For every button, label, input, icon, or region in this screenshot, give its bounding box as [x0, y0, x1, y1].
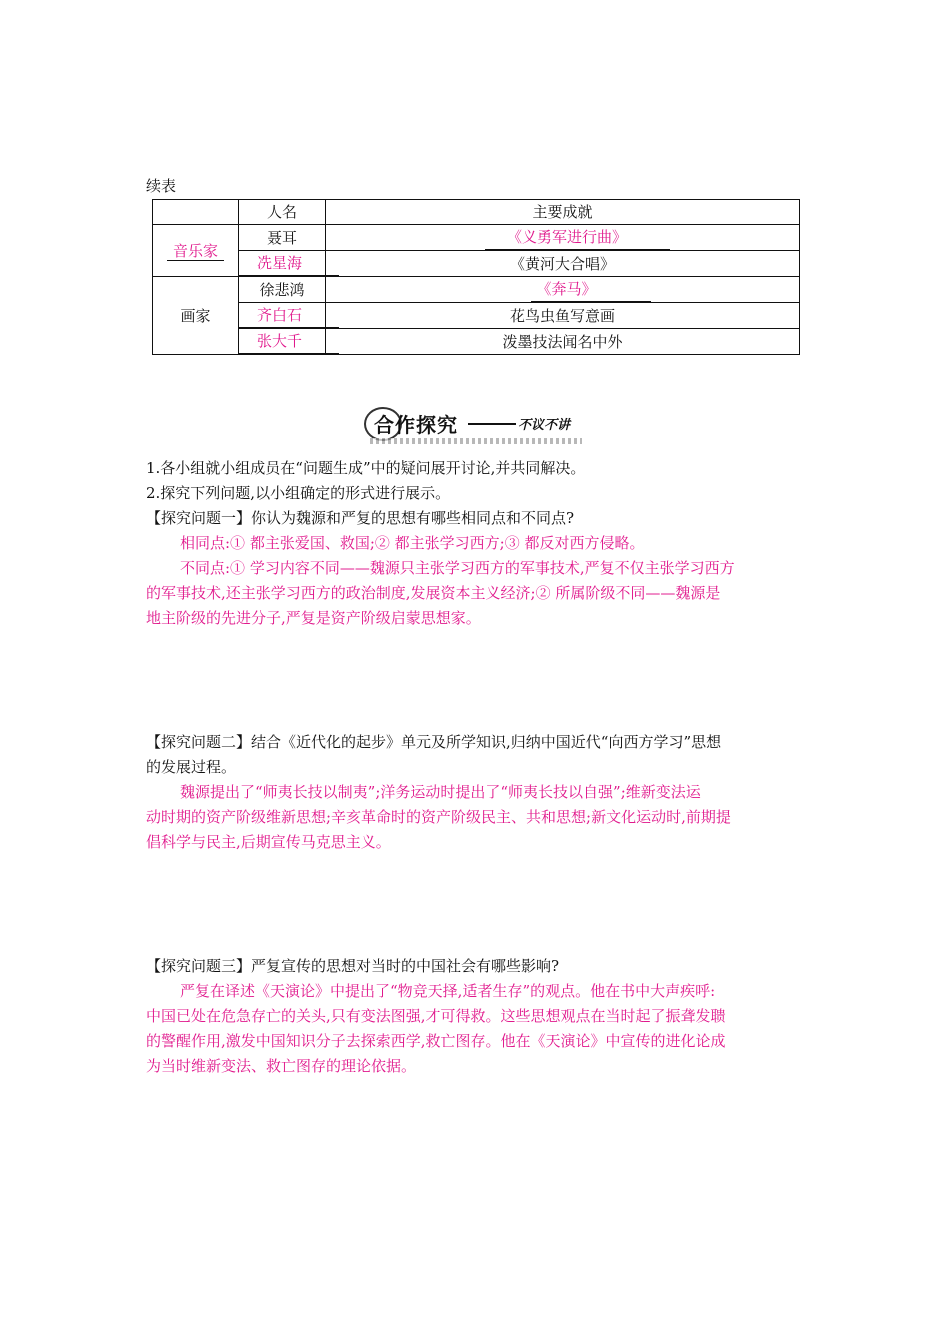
achievement-blank	[531, 277, 651, 302]
question-three-answer: 的警醒作用,激发中国知识分子去探索西学,救亡图存。他在《天演论》中宣传的进化论成	[146, 1032, 726, 1050]
achievement-cell	[326, 225, 800, 251]
question-two-answer: 魏源提出了“师夷长技以制夷”;洋务运动时提出了“师夷长技以自强”;维新变法运	[180, 783, 701, 801]
section-banner	[360, 404, 590, 442]
intro-line: 1.各小组就小组成员在“问题生成”中的疑问展开讨论,并共同解决。	[146, 459, 586, 477]
person-name-cell	[239, 303, 326, 329]
table-row	[153, 251, 800, 277]
achievement-blank	[485, 225, 670, 250]
banner-dash	[468, 423, 516, 425]
question-one-answer: 相同点:① 都主张爱国、救国;② 都主张学习西方;③ 都反对西方侵略。	[180, 534, 645, 552]
category-musician-answer: 音乐家	[167, 242, 224, 261]
achievement-text: 花鸟虫鱼写意画	[326, 303, 800, 329]
section-subtitle: 不议不讲	[518, 418, 571, 433]
question-three-answer: 严复在译述《天演论》中提出了“物竞天择,适者生存”的观点。他在书中大声疾呼:	[180, 982, 716, 1000]
question-one-answer: 地主阶级的先进分子,严复是资产阶级启蒙思想家。	[146, 609, 481, 627]
banner-chevron-decoration	[370, 438, 582, 444]
person-name-answer: 齐白石	[239, 303, 339, 328]
table-row	[153, 225, 800, 251]
person-name-answer: 冼星海	[239, 251, 339, 276]
intro-line: 2.探究下列问题,以小组确定的形式进行展示。	[146, 484, 451, 502]
table-header-row	[153, 200, 800, 225]
question-three-answer: 为当时维新变法、救亡图存的理论依据。	[146, 1057, 417, 1075]
achievements-table	[152, 199, 800, 355]
question-one-answer: 不同点:① 学习内容不同——魏源只主张学习西方的军事技术,严复不仅主张学习西方	[180, 559, 735, 577]
section-title: 合作探究	[374, 413, 458, 437]
header-category	[153, 200, 239, 225]
question-three-answer: 中国已处在危急存亡的关头,只有变法图强,才可得救。这些思想观点在当时起了振聋发聩	[146, 1007, 726, 1025]
person-name: 徐悲鸿	[239, 277, 326, 303]
achievement-answer: 《义勇军进行曲》	[507, 228, 628, 246]
table-row	[153, 277, 800, 303]
achievement-answer: 《奔马》	[536, 280, 597, 298]
achievement-cell	[326, 277, 800, 303]
question-one-answer: 的军事技术,还主张学习西方的政治制度,发展资本主义经济;② 所属阶级不同——魏源是	[146, 584, 721, 602]
achievement-text: 《黄河大合唱》	[326, 251, 800, 277]
table-caption: 续表	[146, 177, 177, 195]
question-two-prompt: 的发展过程。	[146, 758, 237, 776]
header-name: 人名	[239, 200, 326, 225]
person-name-answer: 张大千	[239, 329, 339, 354]
table-row	[153, 329, 800, 355]
person-name-cell	[239, 329, 326, 355]
header-achievement: 主要成就	[326, 200, 800, 225]
question-one-prompt: 【探究问题一】你认为魏源和严复的思想有哪些相同点和不同点?	[146, 509, 575, 527]
question-three-prompt: 【探究问题三】严复宣传的思想对当时的中国社会有哪些影响?	[146, 957, 560, 975]
achievement-text: 泼墨技法闻名中外	[326, 329, 800, 355]
table-row	[153, 303, 800, 329]
person-name: 聂耳	[239, 225, 326, 251]
question-two-prompt: 【探究问题二】结合《近代化的起步》单元及所学知识,归纳中国近代“向西方学习”思想	[146, 733, 722, 751]
question-two-answer: 倡科学与民主,后期宣传马克思主义。	[146, 833, 391, 851]
category-musician	[153, 225, 239, 277]
person-name-cell	[239, 251, 326, 277]
question-two-answer: 动时期的资产阶级维新思想;辛亥革命时的资产阶级民主、共和思想;新文化运动时,前期提	[146, 808, 731, 826]
category-painter: 画家	[153, 277, 239, 355]
